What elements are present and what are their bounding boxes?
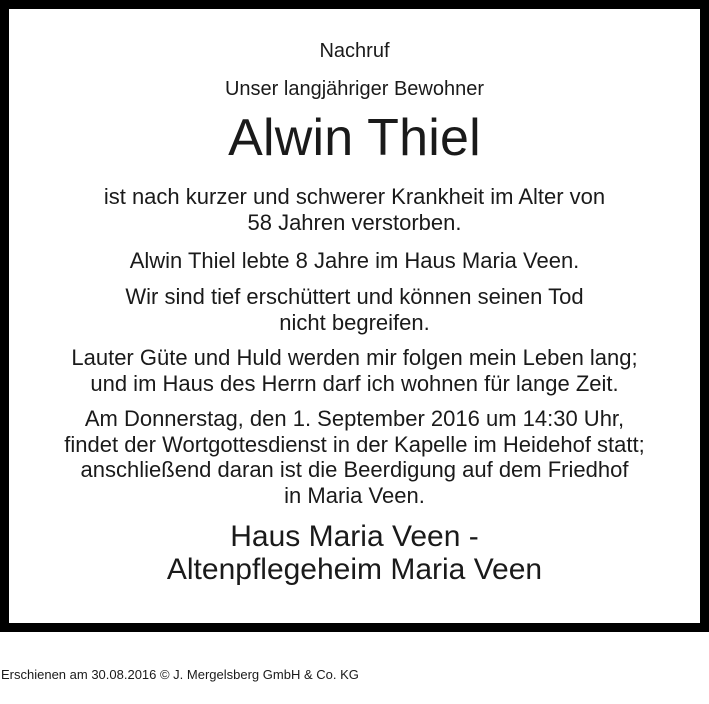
- paragraph-psalm: [0, 345, 709, 396]
- text-line: nicht begreifen.: [279, 309, 430, 335]
- text-line: ist nach kurzer und schwerer Krankheit im Alter von: [103, 184, 606, 209]
- signature-line: Haus Maria Veen -: [230, 520, 479, 553]
- text-line: 58 Jahren verstorben.: [247, 209, 462, 235]
- paragraph-condolence: [0, 284, 709, 335]
- text-line: findet der Wortgottesdienst in der Kapelle im Heidehof statt;: [64, 431, 645, 457]
- text-line: in Maria Veen.: [284, 482, 425, 508]
- signature-block: [0, 520, 709, 586]
- text-line: und im Haus des Herrn darf ich wohnen für lange Zeit.: [90, 370, 619, 396]
- paragraph-illness: [0, 184, 709, 235]
- signature-line: Altenpflegeheim Maria Veen: [166, 553, 543, 586]
- notice-heading: Nachruf: [319, 40, 390, 62]
- text-line: Wir sind tief erschüttert und können seinen Tod: [125, 284, 584, 309]
- paragraph-residence: [0, 248, 709, 274]
- notice-subtitle: Unser langjähriger Bewohner: [224, 78, 485, 100]
- text-line: Am Donnerstag, den 1. September 2016 um 14:30 Uhr,: [84, 406, 625, 431]
- publication-footer: Erschienen am 30.08.2016 © J. Mergelsberg GmbH & Co. KG: [1, 667, 359, 682]
- text-line: Alwin Thiel lebte 8 Jahre im Haus Maria Veen.: [129, 248, 580, 273]
- paragraph-service-details: [0, 406, 709, 508]
- text-line: Lauter Güte und Huld werden mir folgen mein Leben lang;: [71, 345, 638, 370]
- text-line: anschließend daran ist die Beerdigung auf dem Friedhof: [80, 457, 629, 482]
- deceased-name: Alwin Thiel: [228, 109, 481, 167]
